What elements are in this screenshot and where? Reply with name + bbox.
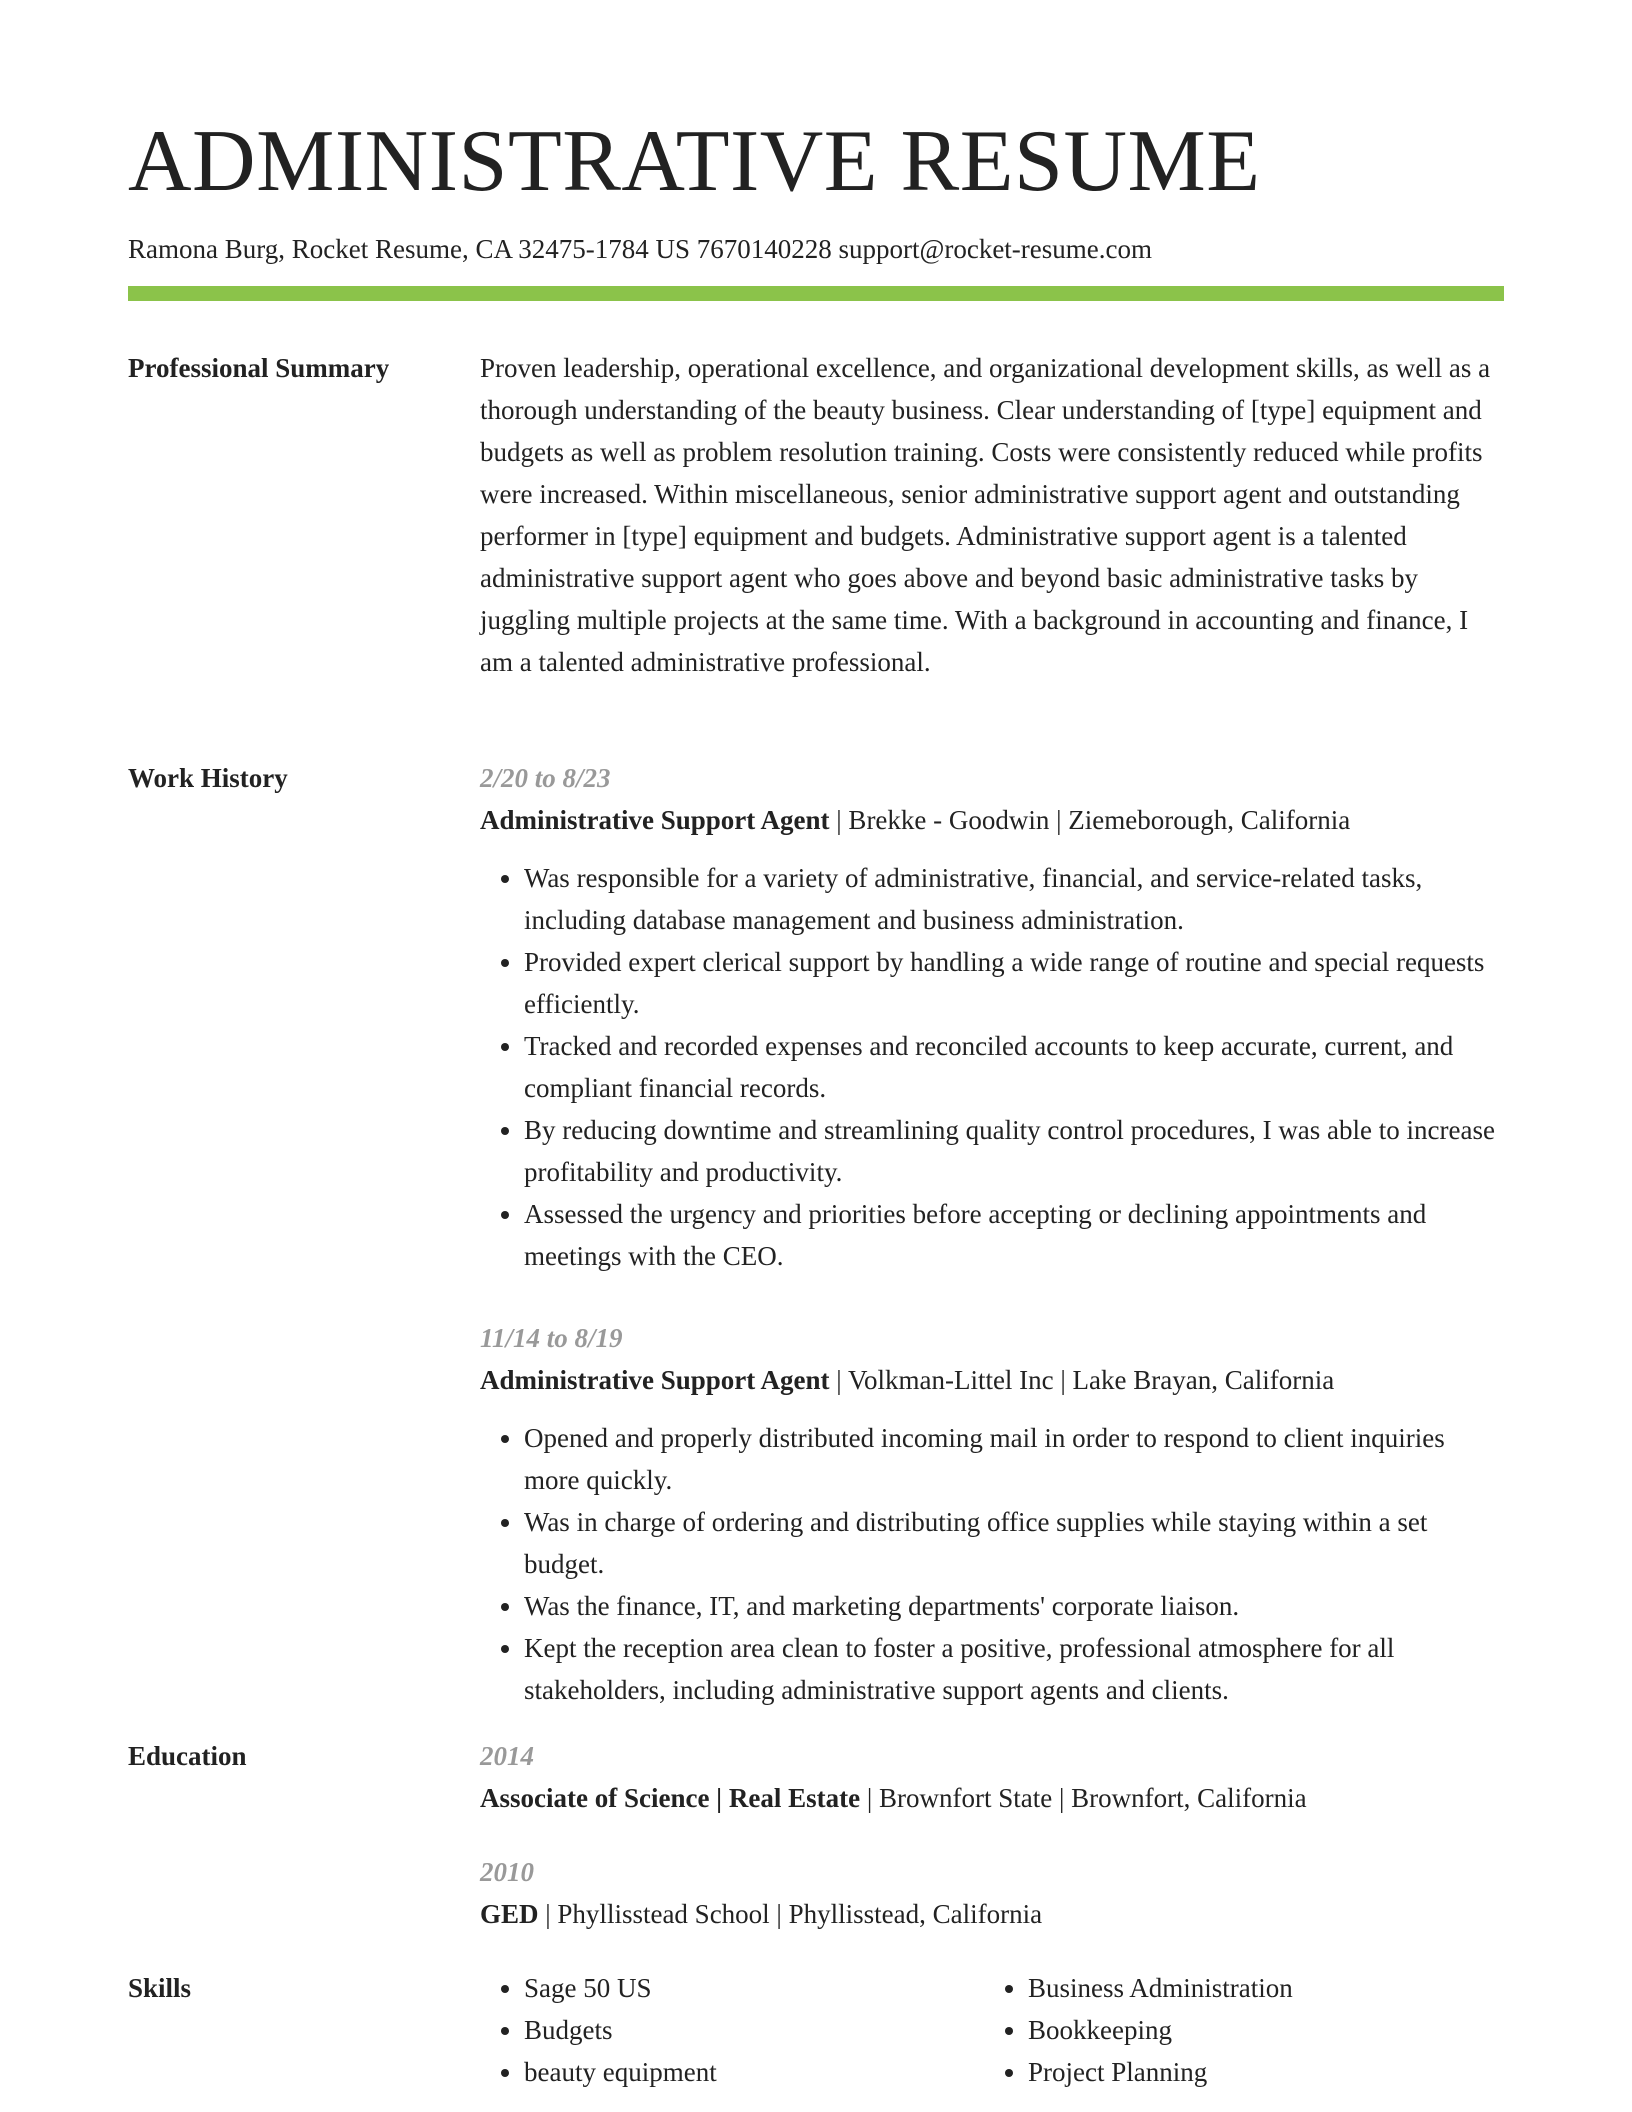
list-item: • Bookkeeping [1028,2009,1488,2051]
section-label-summary: Professional Summary [128,353,390,383]
section-label-education: Education [128,1741,247,1771]
list-item: • Was responsible for a variety of administrative, financial, and service-related tasks, including database management and business administration. [524,857,1504,941]
list-item: • Tracked and recorded expenses and reconciled accounts to keep accurate, current, and compliant financial records. [524,1025,1504,1109]
job-title: Administrative Support Agent [480,805,830,835]
section-label-skills: Skills [128,1973,192,2003]
job-heading [480,1359,1504,1401]
job-bullets [480,1417,1504,1711]
education-heading [480,1893,1504,1935]
job-details: | Volkman-Littel Inc | Lake Brayan, California [829,1365,1335,1395]
job-dates: 11/14 to 8/19 [480,1323,623,1353]
list-item: • Was in charge of ordering and distributing office supplies while staying within a set budget. [524,1501,1504,1585]
list-item: • Was the finance, IT, and marketing departments' corporate liaison. [524,1585,1504,1627]
education-degree: GED [480,1899,539,1929]
contact-line: Ramona Burg, Rocket Resume, CA 32475-1784 US 7670140228 support@rocket-resume.com [128,234,1152,264]
education-body [480,1735,1504,1935]
education-details: | Brownfort State | Brownfort, California [860,1783,1307,1813]
job-details: | Brekke - Goodwin | Ziemeborough, California [829,805,1351,835]
job-dates: 2/20 to 8/23 [480,763,611,793]
job-entry [480,757,1504,1277]
resume-title: ADMINISTRATIVE RESUME [128,113,1261,210]
education-year: 2014 [480,1741,534,1771]
education-heading [480,1777,1504,1819]
list-item: • Business Administration [1028,1967,1488,2009]
job-title: Administrative Support Agent [480,1365,830,1395]
list-item: • Provided expert clerical support by handling a wide range of routine and special requests efficiently. [524,941,1504,1025]
skills-columns [480,1967,1504,2093]
list-item: • Opened and properly distributed incoming mail in order to respond to client inquiries more quickly. [524,1417,1504,1501]
list-item: • By reducing downtime and streamlining quality control procedures, I was able to increase profitability and productivity. [524,1109,1504,1193]
education-details: | Phyllisstead School | Phyllisstead, California [538,1899,1043,1929]
list-item: • beauty equipment [524,2051,984,2093]
skills-body [480,1967,1504,2093]
job-heading [480,799,1504,841]
list-item: • Budgets [524,2009,984,2051]
education-degree: Associate of Science | Real Estate [480,1783,861,1813]
work-history-body [480,757,1504,1711]
list-item: • Assessed the urgency and priorities before accepting or declining appointments and meetings with the CEO. [524,1193,1504,1277]
list-item: • Kept the reception area clean to foster a positive, professional atmosphere for all stakeholders, including administrative support agents and clients. [524,1627,1504,1711]
skills-list-left [480,1967,984,2093]
list-item: • Project Planning [1028,2051,1488,2093]
list-item: • Sage 50 US [524,1967,984,2009]
education-entry [480,1735,1504,1819]
job-bullets [480,857,1504,1277]
summary-body [480,347,1504,683]
education-year: 2010 [480,1857,534,1887]
skills-list-right [984,1967,1488,2093]
job-entry [480,1317,1504,1711]
section-label-work-history: Work History [128,763,288,793]
accent-divider [128,286,1504,301]
summary-text: Proven leadership, operational excellence, and organizational development skills, as well as a thorough understanding of the beauty business. Clear understanding of [type] equipment and budgets as well as problem resolution training. Costs were consistently reduced while profits were increased. Within miscellaneous, senior administrative support agent and outstanding performer in [type] equipment and budgets. Administrative support agent is a talented administrative support agent who goes above and beyond basic administrative tasks by juggling multiple projects at the same time. With a background in accounting and finance, I am a talented administrative professional. [480,353,1491,677]
education-entry [480,1851,1504,1935]
